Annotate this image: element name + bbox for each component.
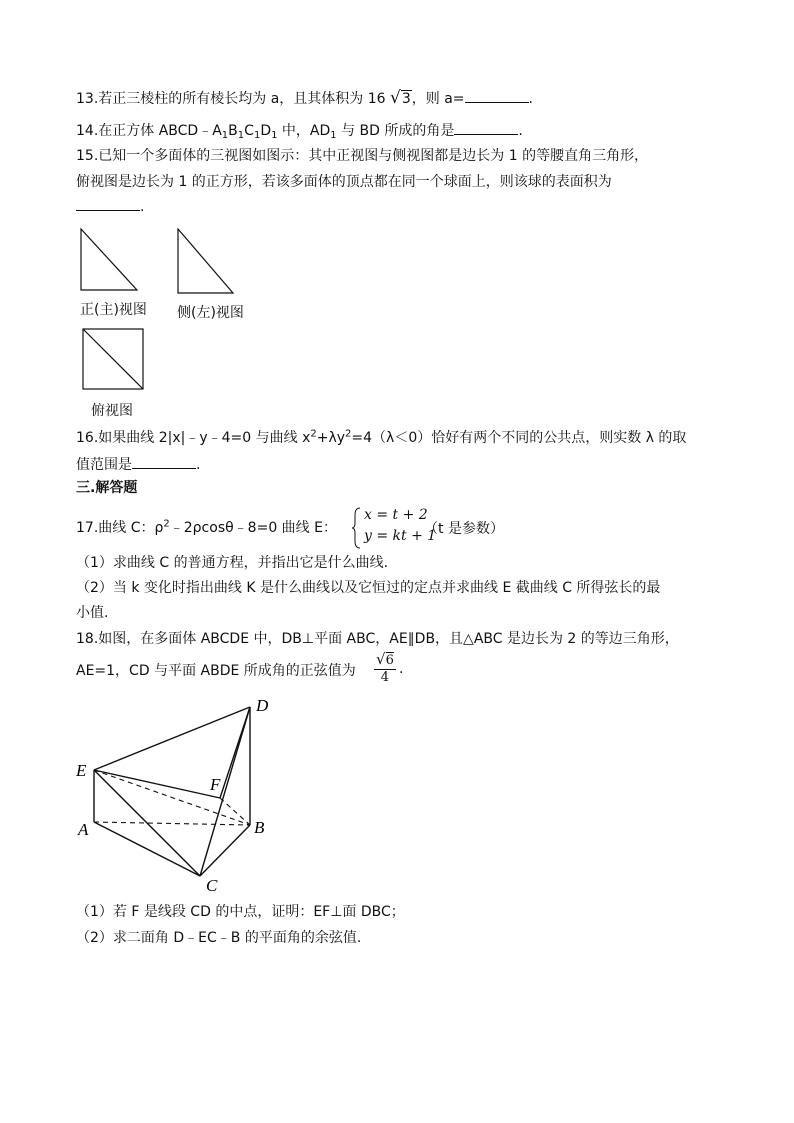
fraction-denominator: 4 [380,670,390,685]
superscript: 2 [345,428,352,440]
question-15-line-1: 15.已知一个多面体的三视图如图示：其中正视图与侧视图都是边长为 1 的等腰直角三角形， [76,148,649,164]
param-note: （t 是参数） [424,521,504,537]
q14-part: D [260,123,272,139]
q16-part: =4（λ＜0）恰好有两个不同的公共点，则实数 λ 的取 [351,430,687,446]
brace-icon [352,507,362,549]
question-16-line-2 [76,454,200,475]
question-18-line-2 [76,661,356,681]
q16-part: +λy [316,430,346,446]
question-17-part-1: （1）求曲线 C 的普通方程，并指出它是什么曲线. [76,555,389,571]
q14-part: 中，AD [277,123,331,139]
q15-end: . [140,199,145,215]
question-17-head [76,518,337,538]
side-view-label: 侧(左)视图 [177,305,244,321]
q14-part: 与 BD 所成的角是 [336,123,455,139]
fraction [374,651,396,686]
side-view-figure [177,228,237,296]
answer-blank [465,88,529,103]
subscript: 1 [253,130,261,141]
q13-text-after: ，则 a= [411,91,465,107]
top-view-figure [82,328,146,392]
question-17-part-2-line-2: 小值. [76,605,109,621]
subscript: 1 [221,130,229,141]
q17-part: ﹣2ρcosθ﹣8=0 曲线 E： [169,520,337,536]
q16-end: . [196,457,201,473]
q14-end: . [518,123,523,139]
superscript: 2 [310,428,317,440]
subscript: 1 [330,130,337,141]
q13-text: 13.若正三棱柱的所有棱长均为 a，且其体积为 16 [76,91,391,107]
q16-part: 值范围是 [76,457,132,473]
q18-part: AE=1，CD 与平面 ABDE 所成角的正弦值为 [76,663,356,679]
vertex-label-a: A [78,820,89,839]
answer-blank [76,196,140,211]
sqrt-symbol: √ [390,88,401,108]
front-view-label: 正(主)视图 [80,302,147,318]
q16-part: 16.如果曲线 2|x|﹣y﹣4=0 与曲线 x [76,430,311,446]
answer-blank [454,120,518,135]
section-heading: 三.解答题 [76,480,138,496]
top-view-label: 俯视图 [91,403,133,419]
q13-end: . [528,91,533,107]
question-14 [76,120,523,141]
fraction-numerator: √6 [376,650,394,668]
q17-part: 17.曲线 C：ρ [76,520,164,536]
param-equation-1: x = t + 2 [364,507,428,523]
q14-part: C [244,123,254,139]
sqrt-arg: 3 [401,91,411,107]
vertex-label-b: B [254,818,265,837]
subscript: 1 [237,130,245,141]
q18-end: . [399,661,404,677]
vertex-label-e: E [76,761,87,780]
q14-part: B [228,123,238,139]
question-13 [76,88,533,109]
question-18-part-2: （2）求二面角 D﹣EC﹣B 的平面角的余弦值. [76,930,362,946]
question-18-part-1: （1）若 F 是线段 CD 的中点，证明：EF⊥面 DBC； [76,904,405,920]
subscript: 1 [271,130,278,141]
vertex-label-d: D [256,696,269,715]
question-17-part-2-line-1: （2）当 k 变化时指出曲线 K 是什么曲线以及它恒过的定点并求曲线 E 截曲线 C 所得弦长的最 [76,580,661,596]
q14-part: 14.在正方体 ABCD﹣A [76,123,222,139]
superscript: 2 [163,518,170,530]
vertex-label-c: C [206,876,218,895]
front-view-figure [80,228,140,292]
question-16-line-1 [76,428,686,448]
question-15-line-2: 俯视图是边长为 1 的正方形，若该多面体的顶点都在同一个球面上，则该球的表面积为 [76,174,612,190]
question-15-line-3 [76,196,144,217]
vertex-label-f: F [210,775,221,794]
polyhedron-figure [70,692,290,898]
question-18-line-1: 18.如图，在多面体 ABCDE 中，DB⊥平面 ABC，AE∥DB，且△ABC 是边长为 2 的等边三角形， [76,631,679,647]
param-equation-2: y = kt + 1 [364,528,437,544]
answer-blank [132,454,196,469]
